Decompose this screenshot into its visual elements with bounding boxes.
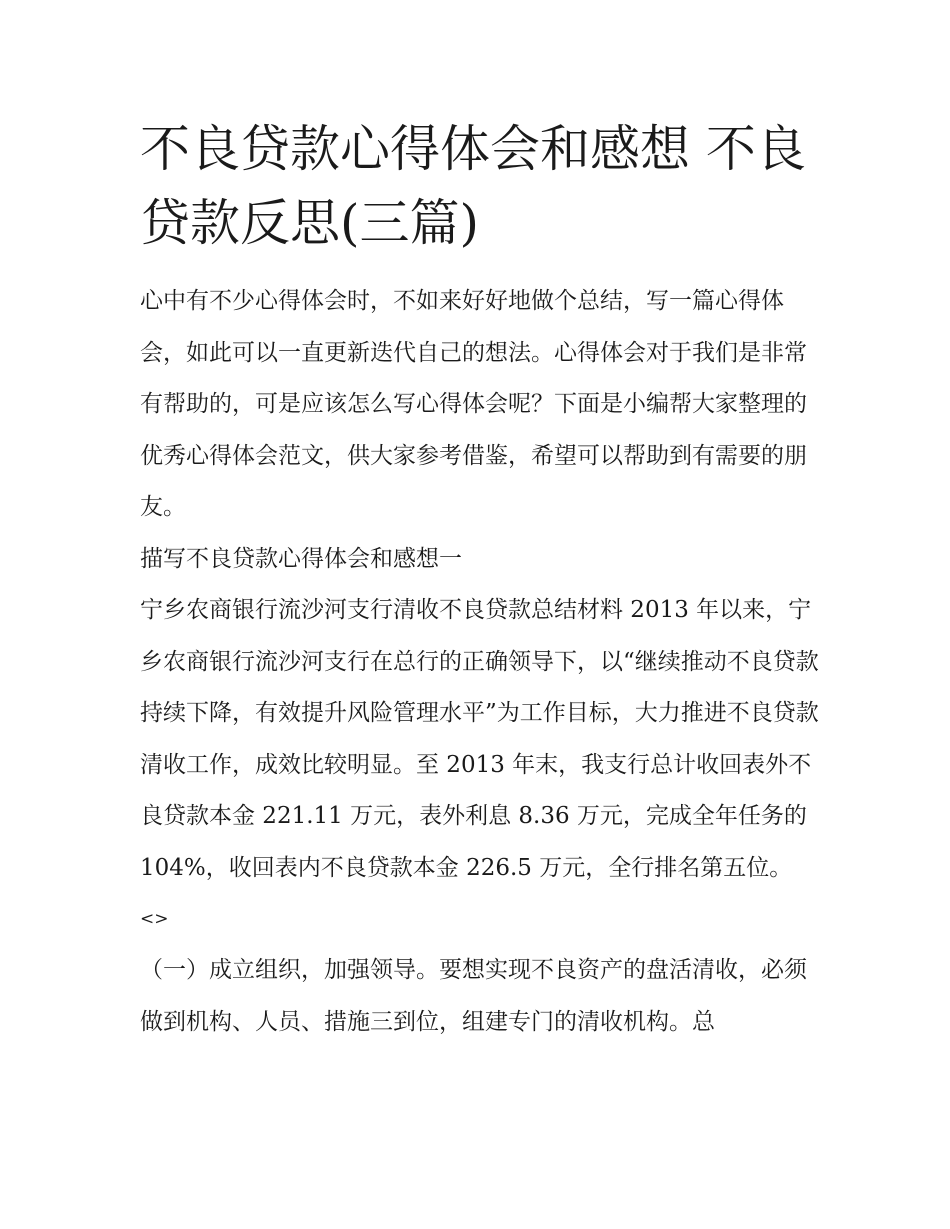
subsection-paragraph: （一）成立组织，加强领导。要想实现不良资产的盘活清收，必须做到机构、人员、措施三到位，组建专门的清收机构。总: [140, 957, 807, 1035]
body-paragraph: 宁乡农商银行流沙河支行清收不良贷款总结材料 2013 年以来，宁乡农商银行流沙河支行在总行的正确领导下，以“继续推动不良贷款持续下降，有效提升风险管理水平”为工作目标，大力推进不良贷款清收工作，成效比较明显。至 2013 年末，我支行总计收回表外不良贷款本金 221.11 万元，表外利息 8.36 万元，完成全年任务的 104%，收回表内不良贷款本金 226.5 万元，全行排名第五位。: [140, 597, 819, 881]
intro-paragraph: 心中有不少心得体会时，不如来好好地做个总结，写一篇心得体会，如此可以一直更新迭代自己的想法。心得体会对于我们是非常有帮助的，可是应该怎么写心得体会呢？下面是小编帮大家整理的优秀心得体会范文，供大家参考借鉴，希望可以帮助到有需要的朋友。: [140, 288, 807, 520]
section-heading: 描写不良贷款心得体会和感想一: [140, 545, 462, 572]
marker-line: <>: [140, 909, 169, 929]
document-title: 不良贷款心得体会和感想 不良贷款反思(三篇): [140, 120, 806, 252]
document-content: [140, 112, 820, 1048]
